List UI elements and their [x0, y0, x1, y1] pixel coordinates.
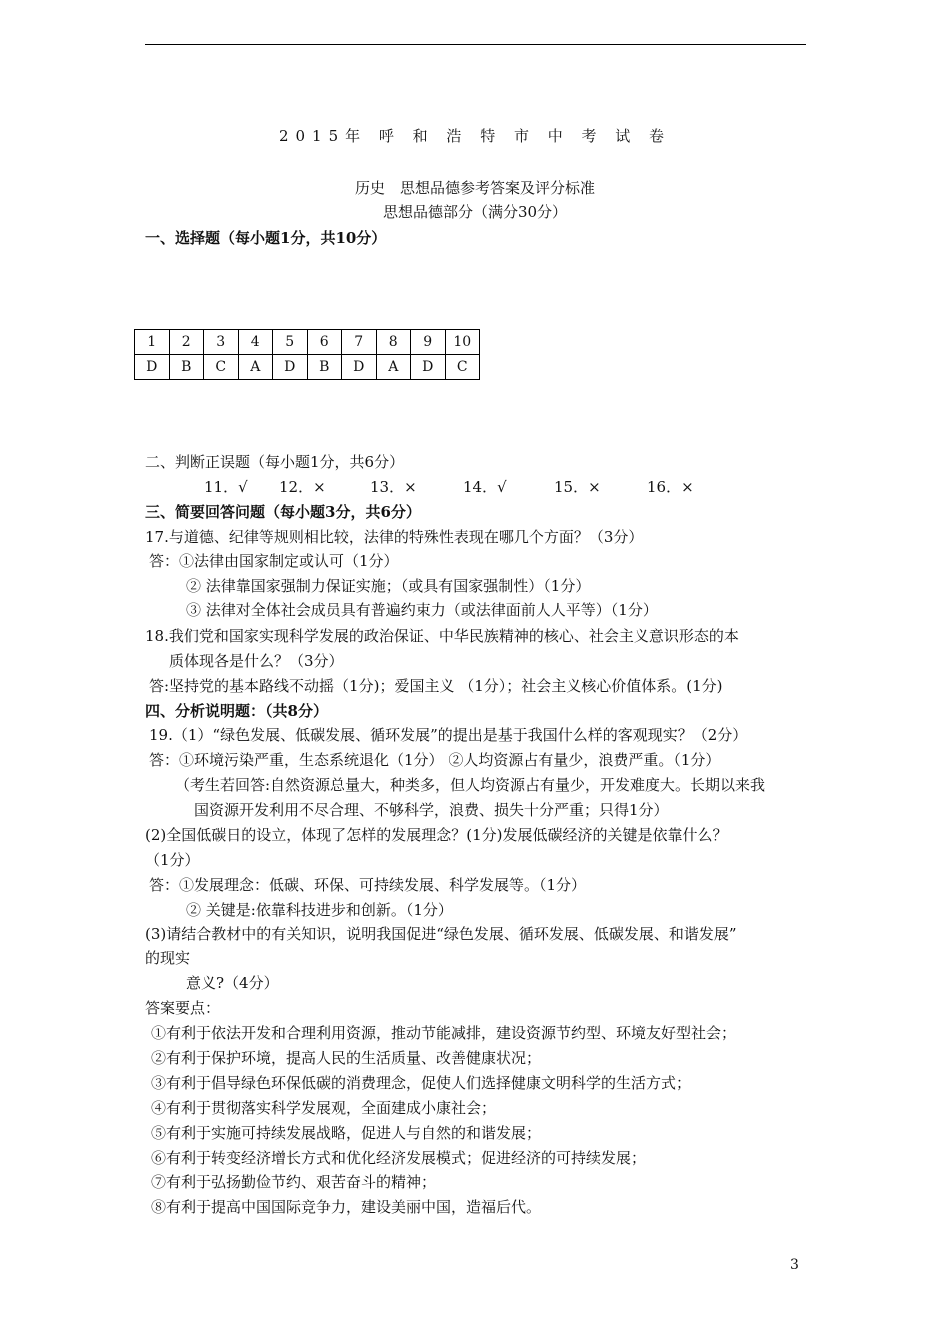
answer-point: ④有利于贯彻落实科学发展观，全面建成小康社会；: [151, 1099, 497, 1117]
answer-table: [134, 329, 480, 380]
question-19-2: (2)全国低碳日的设立，体现了怎样的发展理念？(1分)发展低碳经济的关键是依靠什么？: [145, 826, 728, 844]
answer-point: ⑥有利于转变经济增长方式和优化经济发展模式；促进经济的可持续发展；: [151, 1149, 647, 1167]
table-cell: 4: [238, 330, 273, 355]
section-judge-heading: 二、判断正误题（每小题1分，共6分）: [145, 453, 405, 471]
table-cell: 5: [273, 330, 308, 355]
section-analysis-heading: 四、分析说明题：（共8分）: [145, 702, 328, 720]
table-cell: 2: [169, 330, 204, 355]
table-cell: 3: [204, 330, 239, 355]
judge-answer: 12．×: [279, 478, 326, 496]
answer-18: 答:坚持党的基本路线不动摇（1分)；爱国主义 （1分）；社会主义核心价值体系。(1分): [149, 677, 723, 695]
table-cell: C: [445, 355, 480, 380]
answer-point: ⑦有利于弘扬勤俭节约、艰苦奋斗的精神；: [151, 1173, 437, 1191]
answer-17-line: ③ 法律对全体社会成员具有普遍约束力（或法律面前人人平等）（1分）: [186, 601, 658, 619]
answer-point: ③有利于倡导绿色环保低碳的消费理念，促使人们选择健康文明科学的生活方式；: [151, 1074, 692, 1092]
answer-19-1: 答：①环境污染严重，生态系统退化（1分） ②人均资源占有量少，浪费严重。（1分）: [149, 751, 721, 769]
answer-17-line: 答：①法律由国家制定或认可（1分）: [149, 552, 399, 570]
answer-table-number-row: [135, 330, 480, 355]
section-choice-heading: 一、选择题（每小题1分，共10分）: [145, 229, 387, 247]
answer-19-1-note-cont: 国资源开发利用不尽合理、不够科学，浪费、损失十分严重；只得1分）: [194, 801, 669, 819]
table-cell: 1: [135, 330, 170, 355]
question-18: 18.我们党和国家实现科学发展的政治保证、中华民族精神的核心、社会主义意识形态的本: [145, 627, 739, 645]
table-cell: D: [342, 355, 377, 380]
question-18-cont: 质体现各是什么？（3分）: [169, 652, 344, 670]
table-cell: B: [169, 355, 204, 380]
header-rule: [145, 44, 806, 45]
table-cell: B: [307, 355, 342, 380]
judge-answer: 11．√: [204, 478, 248, 496]
table-cell: 8: [376, 330, 411, 355]
judge-answer: 15．×: [554, 478, 601, 496]
table-cell: A: [238, 355, 273, 380]
table-cell: D: [411, 355, 446, 380]
judge-answer: 13．×: [370, 478, 417, 496]
table-cell: 7: [342, 330, 377, 355]
judge-answer: 14．√: [463, 478, 507, 496]
question-19-2-cont: （1分）: [145, 851, 200, 869]
answer-19-1-note: （考生若回答:自然资源总量大，种类多，但人均资源占有量少，开发难度大。长期以来我: [175, 776, 766, 794]
table-cell: A: [376, 355, 411, 380]
section-short-answer-heading: 三、简要回答问题（每小题3分，共6分）: [145, 503, 421, 521]
question-19-3-cont: 的现实: [145, 949, 191, 967]
page-number: 3: [790, 1257, 799, 1273]
table-cell: 6: [307, 330, 342, 355]
answer-points-title: 答案要点：: [145, 999, 221, 1017]
answer-17-line: ② 法律靠国家强制力保证实施；（或具有国家强制性）（1分）: [186, 577, 591, 595]
exam-title: 2015年 呼 和 浩 特 市 中 考 试 卷: [278, 127, 672, 145]
table-cell: D: [135, 355, 170, 380]
question-17: 17.与道德、纪律等规则相比较，法律的特殊性表现在哪几个方面？（3分）: [145, 528, 644, 546]
table-cell: 10: [445, 330, 480, 355]
judge-answer: 16．×: [647, 478, 694, 496]
answer-19-2-line: ② 关键是:依靠科技进步和创新。（1分）: [186, 901, 453, 919]
table-cell: C: [204, 355, 239, 380]
answer-point: ⑧有利于提高中国国际竞争力，建设美丽中国，造福后代。: [151, 1198, 542, 1216]
table-cell: D: [273, 355, 308, 380]
table-cell: 9: [411, 330, 446, 355]
subtitle-score: 思想品德部分（满分30分）: [382, 203, 568, 221]
answer-19-2-line: 答：①发展理念：低碳、环保、可持续发展、科学发展等。（1分）: [149, 876, 587, 894]
answer-point: ①有利于依法开发和合理利用资源，推动节能减排，建设资源节约型、环境友好型社会；: [151, 1024, 737, 1042]
answer-point: ⑤有利于实施可持续发展战略，促进人与自然的和谐发展；: [151, 1124, 542, 1142]
answer-point: ②有利于保护环境，提高人民的生活质量、改善健康状况；: [151, 1049, 542, 1067]
question-19-1: 19.（1）“绿色发展、低碳发展、循环发展”的提出是基于我国什么样的客观现实？（2分）: [149, 726, 748, 744]
answer-table-answer-row: [135, 355, 480, 380]
question-19-3-cont: 意义?（4分）: [186, 974, 279, 992]
question-19-3: (3)请结合教材中的有关知识，说明我国促进“绿色发展、循环发展、低碳发展、和谐发展”: [145, 925, 737, 943]
subtitle: 历史 思想品德参考答案及评分标准: [354, 179, 595, 197]
